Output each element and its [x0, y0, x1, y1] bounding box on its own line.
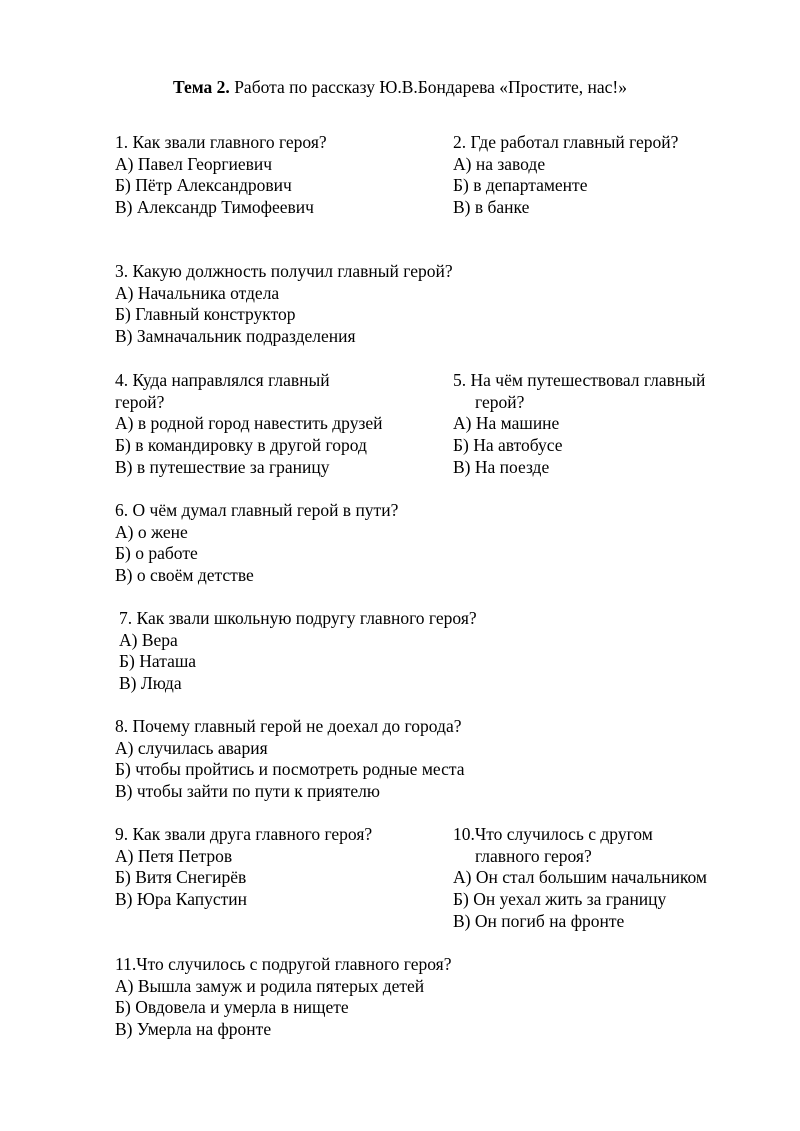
question-text: 8. Почему главный герой не доехал до города? — [115, 716, 462, 736]
answer-option: А) Петя Петров — [115, 845, 233, 866]
answer-option: А) Вышла замуж и родила пятерых детей — [115, 975, 425, 996]
question-text: 6. О чём думал главный герой в пути? — [115, 500, 399, 520]
answer-option: В) Люда — [119, 673, 182, 694]
answer-option: А) Павел Георгиевич — [115, 153, 273, 174]
question-5 — [453, 370, 705, 479]
answer-option: Б) о работе — [115, 543, 198, 564]
question-text: 10.Что случилось с другом — [453, 824, 653, 844]
answer-option: В) Александр Тимофеевич — [115, 197, 314, 218]
answer-option: В) о своём детстве — [115, 565, 254, 586]
title-topic: Тема 2. — [172, 77, 230, 97]
answer-option: Б) в департаменте — [453, 175, 588, 196]
answer-option: Б) чтобы пройтись и посмотреть родные места — [115, 759, 465, 780]
question-8 — [115, 716, 465, 803]
question-9 — [115, 824, 372, 911]
question-2 — [453, 132, 678, 219]
question-3 — [115, 261, 453, 348]
answer-option: А) на заводе — [453, 153, 546, 174]
answer-option: А) случилась авария — [115, 737, 268, 758]
question-7 — [119, 608, 477, 695]
question-text: 2. Где работал главный герой? — [453, 132, 679, 152]
page-title — [0, 76, 800, 98]
answer-option: А) На машине — [453, 413, 560, 434]
question-6 — [115, 500, 398, 587]
title-text: Работа по рассказу Ю.В.Бондарева «Простите, нас!» — [229, 77, 628, 97]
answer-option: Б) Он уехал жить за границу — [453, 889, 667, 910]
question-text: 7. Как звали школьную подругу главного героя? — [119, 608, 477, 628]
answer-option: В) Замначальник подразделения — [115, 326, 356, 347]
answer-option: А) о жене — [115, 521, 188, 542]
answer-option: А) в родной город навестить друзей — [115, 413, 383, 434]
answer-option: В) На поезде — [453, 456, 550, 477]
answer-option: В) Умерла на фронте — [115, 1019, 272, 1040]
answer-option: В) в путешествие за границу — [115, 456, 330, 477]
question-text: 4. Куда направлялся главный — [115, 370, 330, 390]
answer-option: Б) На автобусе — [453, 435, 563, 456]
question-text: 1. Как звали главного героя? — [115, 132, 327, 152]
question-text-cont: герой? — [115, 391, 165, 412]
answer-option: Б) Овдовела и умерла в нищете — [115, 997, 349, 1018]
question-text-cont: герой? — [475, 391, 525, 412]
answer-option: Б) Витя Снегирёв — [115, 867, 247, 888]
answer-option: В) в банке — [453, 197, 530, 218]
question-11 — [115, 954, 452, 1041]
answer-option: Б) Пётр Александрович — [115, 175, 292, 196]
answer-option: В) Юра Капустин — [115, 889, 247, 910]
answer-option: Б) Главный конструктор — [115, 304, 296, 325]
answer-option: А) Начальника отдела — [115, 282, 280, 303]
answer-option: А) Вера — [119, 629, 178, 650]
answer-option: Б) Наташа — [119, 651, 197, 672]
question-4 — [115, 370, 383, 479]
question-text: 11.Что случилось с подругой главного героя? — [115, 954, 452, 974]
question-text: 9. Как звали друга главного героя? — [115, 824, 373, 844]
question-text: 5. На чём путешествовал главный — [453, 370, 706, 390]
answer-option: В) Он погиб на фронте — [453, 910, 625, 931]
question-1 — [115, 132, 327, 219]
answer-option: Б) в командировку в другой город — [115, 435, 367, 456]
answer-option: А) Он стал большим начальником — [453, 867, 708, 888]
question-10 — [453, 824, 707, 933]
question-text: 3. Какую должность получил главный герой? — [115, 261, 453, 281]
answer-option: В) чтобы зайти по пути к приятелю — [115, 781, 380, 802]
question-text-cont: главного героя? — [475, 845, 592, 866]
